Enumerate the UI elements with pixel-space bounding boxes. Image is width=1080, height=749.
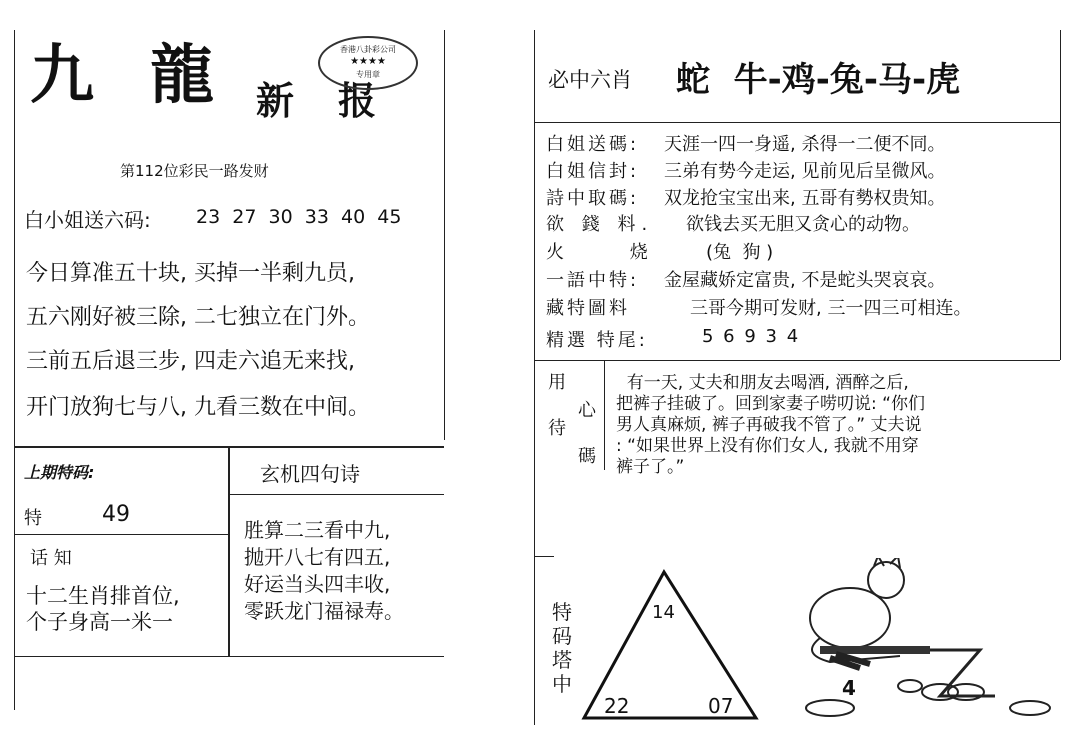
poem-line-1: 今日算准五十块, 买掉一半剩九员,	[26, 261, 355, 286]
story-line: 裤子了。”	[616, 457, 685, 477]
column-divider	[228, 446, 230, 656]
riddle-label: 话 知	[30, 548, 72, 569]
poem-line-4: 开门放狗七与八, 九看三数在中间。	[26, 395, 370, 420]
row-label: 詩中取碼:	[546, 188, 640, 209]
story-label-char: 心	[578, 400, 596, 421]
poem-line-3: 三前五后退三步, 四走六追无来找,	[26, 349, 355, 374]
riddle-line-1: 十二生肖排首位,	[26, 584, 180, 608]
header-divider	[534, 122, 1060, 123]
seal-stamp	[318, 36, 418, 90]
row-text: 金屋藏娇定富贵, 不是蛇头哭哀哀。	[664, 270, 946, 291]
row-text: 天涯一四一身遥, 杀得一二便不同。	[664, 134, 946, 155]
title-char-jiu: 九	[30, 38, 94, 113]
row-text: 双龙抢宝宝出来, 五哥有勢权贵知。	[664, 188, 946, 209]
tower-label-char: 特	[552, 600, 572, 624]
row-label: 藏特圖料	[546, 298, 630, 319]
stamp-stars: ★★★★	[350, 56, 386, 67]
row-label: 欲 錢 料.	[546, 214, 654, 235]
right-page-left-border	[534, 30, 535, 725]
cat-illustration	[790, 558, 1060, 728]
poem4-line-3: 好运当头四丰收,	[244, 572, 391, 596]
row-text: (兔 狗 )	[706, 242, 774, 263]
title-char-bao: 报	[338, 78, 377, 123]
row-text: 三哥今期可发财, 三一四三可相连。	[690, 298, 972, 319]
six-codes-value: 23 27 30 33 40 45	[196, 206, 402, 228]
six-codes-label: 白小姐送六码:	[24, 208, 151, 232]
story-line: : “如果世界上没有你们女人, 我就不用穿	[616, 436, 919, 456]
story-line: 男人真麻烦, 裤子再破我不管了。” 丈夫说	[616, 415, 922, 435]
title-char-long: 龍	[150, 38, 214, 113]
tower-left-number: 22	[604, 694, 630, 718]
poem4-line-4: 零跃龙门福禄寿。	[244, 599, 404, 623]
right-border-line	[444, 30, 445, 440]
right-page-right-border	[1060, 30, 1061, 360]
tower-right-number: 07	[708, 694, 734, 718]
cartoon-number: 4	[842, 676, 856, 700]
story-label-char: 碼	[578, 446, 596, 467]
poem4-title-divider	[228, 494, 444, 495]
tower-tick	[534, 556, 554, 557]
stamp-top-text: 香港八卦彩公司	[340, 45, 396, 54]
story-label-char: 待	[548, 418, 566, 439]
row-text: 欲钱去买无胆又贪心的动物。	[686, 214, 920, 235]
bottom-divider	[14, 656, 444, 657]
story-label-char: 用	[548, 372, 566, 393]
row-label: 精選 特尾:	[546, 330, 648, 351]
riddle-line-2: 个子身高一米一	[26, 610, 173, 634]
six-zodiac-label: 必中六肖	[548, 68, 632, 92]
last-special-label: 上期特码:	[24, 463, 95, 482]
tower-label-char: 塔	[552, 648, 572, 672]
poem4-title: 玄机四句诗	[260, 462, 360, 486]
poem4-line-1: 胜算二三看中九,	[244, 518, 391, 542]
row-label: 白姐送碼:	[546, 134, 640, 155]
tower-label-char: 码	[552, 624, 572, 648]
title-char-xin: 新	[256, 78, 295, 123]
stamp-bottom-text: 专用章	[356, 70, 380, 79]
row-label: 一語中特:	[546, 270, 640, 291]
left-border-line	[14, 30, 15, 710]
row-text: 三弟有势今走运, 见前见后呈微风。	[664, 161, 946, 182]
tower-top-number: 14	[652, 602, 675, 623]
rows-divider	[534, 360, 1060, 361]
issue-line: 第112位彩民一路发财	[120, 162, 269, 180]
story-line: 有一天, 丈夫和朋友去喝酒, 酒醉之后,	[616, 373, 909, 393]
special-value: 49	[102, 502, 130, 527]
row-text: 5 6 9 3 4	[702, 326, 801, 347]
tower-label-char: 中	[552, 672, 572, 696]
row-label: 白姐信封:	[546, 161, 640, 182]
story-label-divider	[604, 360, 605, 470]
poem4-line-2: 抛开八七有四五,	[244, 545, 391, 569]
special-label: 特	[24, 508, 42, 529]
row-label: 火 烧	[546, 242, 678, 263]
six-zodiac-value: 蛇 牛-鸡-兔-马-虎	[676, 60, 961, 100]
special-divider	[14, 534, 228, 535]
story-line: 把裤子挂破了。回到家妻子唠叨说: “你们	[616, 394, 925, 414]
poem-line-2: 五六刚好被三除, 二七独立在门外。	[26, 305, 370, 330]
